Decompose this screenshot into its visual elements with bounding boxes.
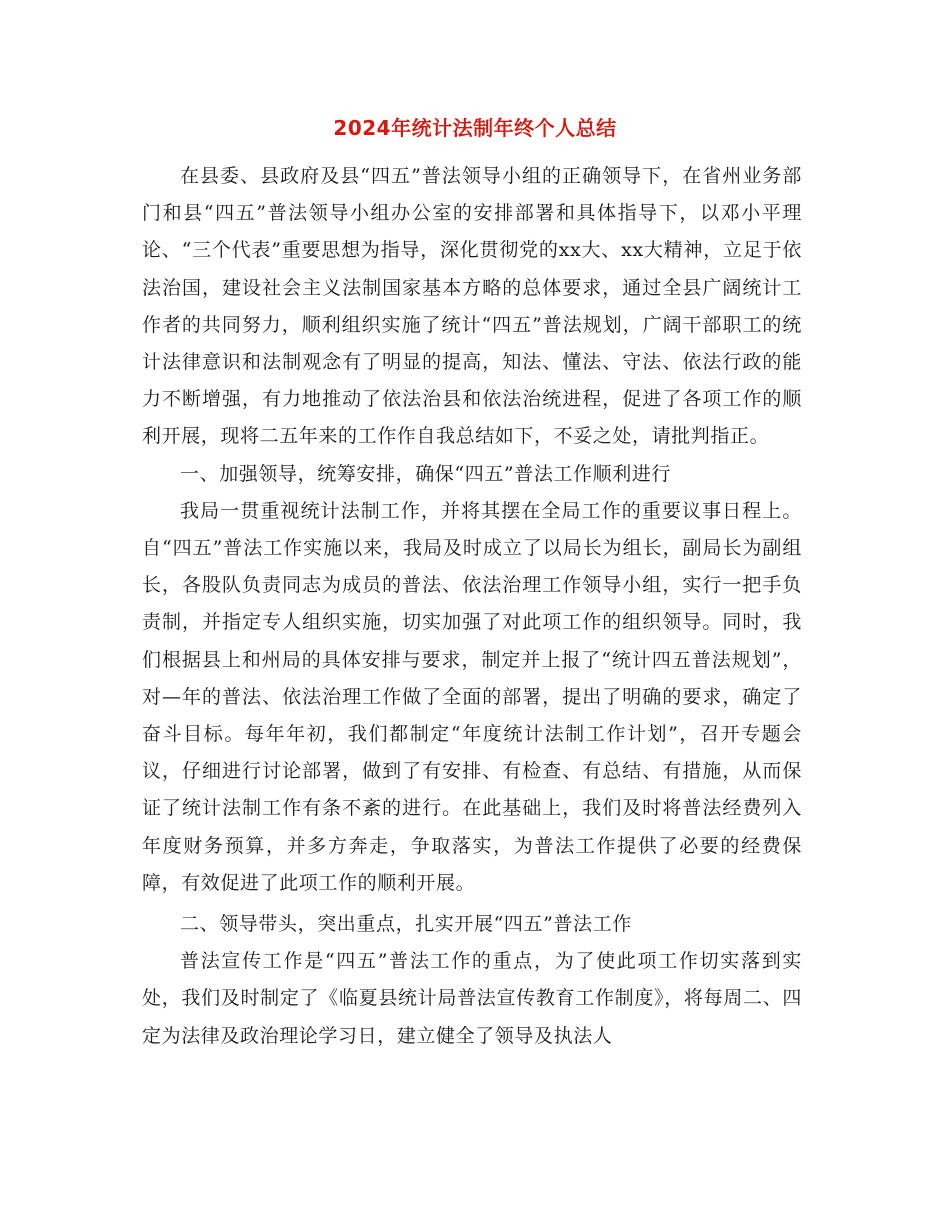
document-body	[142, 158, 802, 1055]
document-title: 2024年统计法制年终个人总结	[333, 116, 617, 140]
section-heading-1: 一、加强领导，统筹安排，确保“四五”普法工作顺利进行	[180, 462, 672, 485]
intro-paragraph: 在县委、县政府及县“四五”普法领导小组的正确领导下，在省州业务部门和县“四五”普法领导小组办公室的安排部署和具体指导下，以邓小平理论、“三个代表”重要思想为指导，深化贯彻党的xx大、xx大精神，立足于依法治国，建设社会主义法制国家基本方略的总体要求，通过全县广阔统计工作者的共同努力，顺利组织实施了统计“四五”普法规划，广阔干部职工的统计法律意识和法制观念有了明显的提高，知法、懂法、守法、依法行政的能力不断增强，有力地推动了依法治县和依法治统进程，促进了各项工作的顺利开展，现将二五年来的工作作自我总结如下，不妥之处，请批判指正。	[142, 165, 802, 448]
section-1-paragraph: 我局一贯重视统计法制工作，并将其摆在全局工作的重要议事日程上。自“四五”普法工作实施以来，我局及时成立了以局长为组长，副局长为副组长，各股队负责同志为成员的普法、依法治理工作领导小组，实行一把手负责制，并指定专人组织实施，切实加强了对此项工作的组织领导。同时，我们根据县上和州局的具体安排与要求，制定并上报了“统计四五普法规划”，对—年的普法、依法治理工作做了全面的部署，提出了明确的要求，确定了奋斗目标。每年年初，我们都制定“年度统计法制工作计划”，召开专题会议，仔细进行讨论部署，做到了有安排、有检查、有总结、有措施，从而保证了统计法制工作有条不紊的进行。在此基础上，我们及时将普法经费列入年度财务预算，并多方奔走，争取落实，为普法工作提供了必要的经费保障，有效促进了此项工作的顺利开展。	[142, 499, 802, 894]
section-2-paragraph: 普法宣传工作是“四五”普法工作的重点，为了使此项工作切实落到实处，我们及时制定了《临夏县统计局普法宣传教育工作制度》，将每周二、四定为法律及政治理论学习日，建立健全了领导及执法人	[142, 950, 802, 1047]
section-heading-2: 二、领导带头，突出重点，扎实开展“四五”普法工作	[180, 913, 632, 936]
